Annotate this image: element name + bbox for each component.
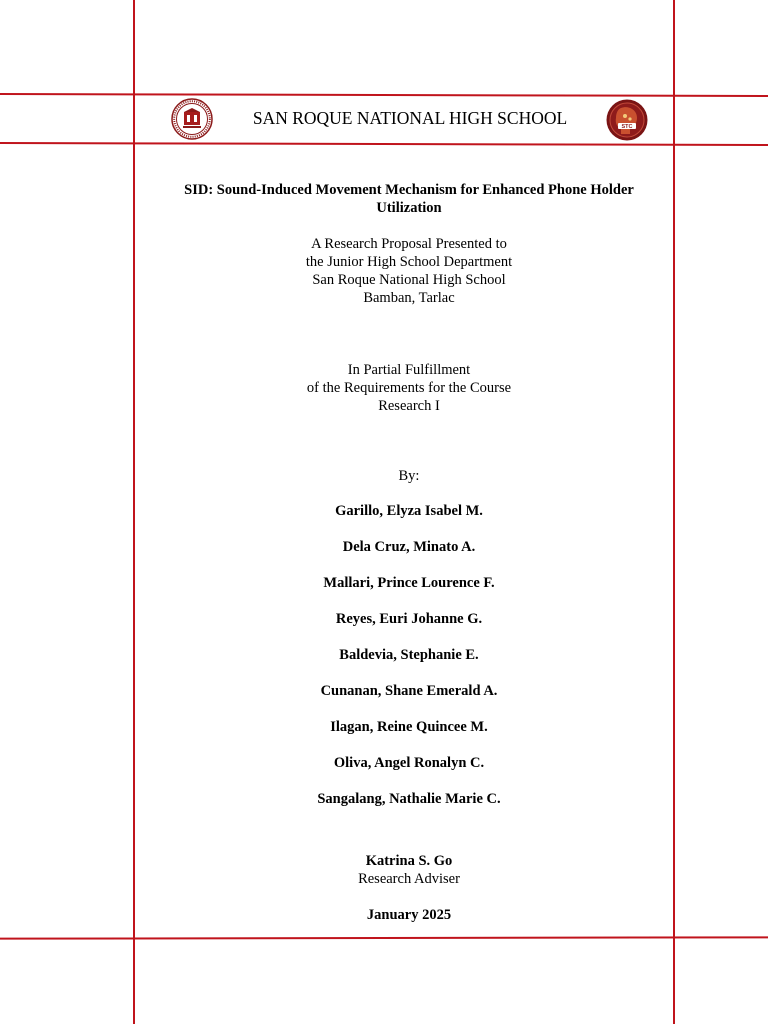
school-name: SAN ROQUE NATIONAL HIGH SCHOOL — [252, 108, 568, 128]
author-name: Sangalang, Nathalie Marie C. — [317, 791, 501, 807]
by-label: By: — [398, 468, 420, 484]
right-border-line — [673, 0, 675, 1024]
footer-line — [0, 936, 768, 939]
author-name: Reyes, Euri Johanne G. — [335, 611, 483, 627]
proposal-title-line-1: SID: Sound-Induced Movement Mechanism for Enhanced Phone Holder — [184, 182, 634, 198]
submission-date: January 2025 — [366, 907, 452, 923]
author-name: Oliva, Angel Ronalyn C. — [333, 755, 485, 771]
left-border-line — [133, 0, 135, 1024]
proposal-title-line-2: Utilization — [376, 200, 442, 216]
presented-line: San Roque National High School — [312, 272, 506, 288]
author-name: Baldevia, Stephanie E. — [339, 647, 479, 663]
title-page-content — [150, 181, 668, 924]
fulfillment-line: of the Requirements for the Course — [306, 380, 512, 396]
presented-line: Bamban, Tarlac — [363, 290, 455, 306]
header-top-line — [0, 93, 768, 97]
fulfillment-line: In Partial Fulfillment — [347, 362, 471, 378]
stc-badge-icon — [606, 99, 648, 141]
adviser-name: Katrina S. Go — [365, 853, 453, 869]
fulfillment-line: Research I — [378, 398, 440, 414]
presented-line: A Research Proposal Presented to — [311, 236, 507, 252]
svg-text:STC: STC — [621, 124, 633, 130]
author-name: Mallari, Prince Lourence F. — [323, 575, 495, 591]
author-name: Dela Cruz, Minato A. — [342, 539, 476, 555]
author-list — [150, 502, 668, 826]
presented-line: the Junior High School Department — [305, 254, 513, 270]
author-name: Ilagan, Reine Quincee M. — [330, 719, 488, 735]
author-name: Garillo, Elyza Isabel M. — [335, 503, 483, 519]
author-name: Cunanan, Shane Emerald A. — [320, 683, 498, 699]
adviser-role: Research Adviser — [358, 871, 460, 887]
header-bottom-line — [0, 142, 768, 146]
